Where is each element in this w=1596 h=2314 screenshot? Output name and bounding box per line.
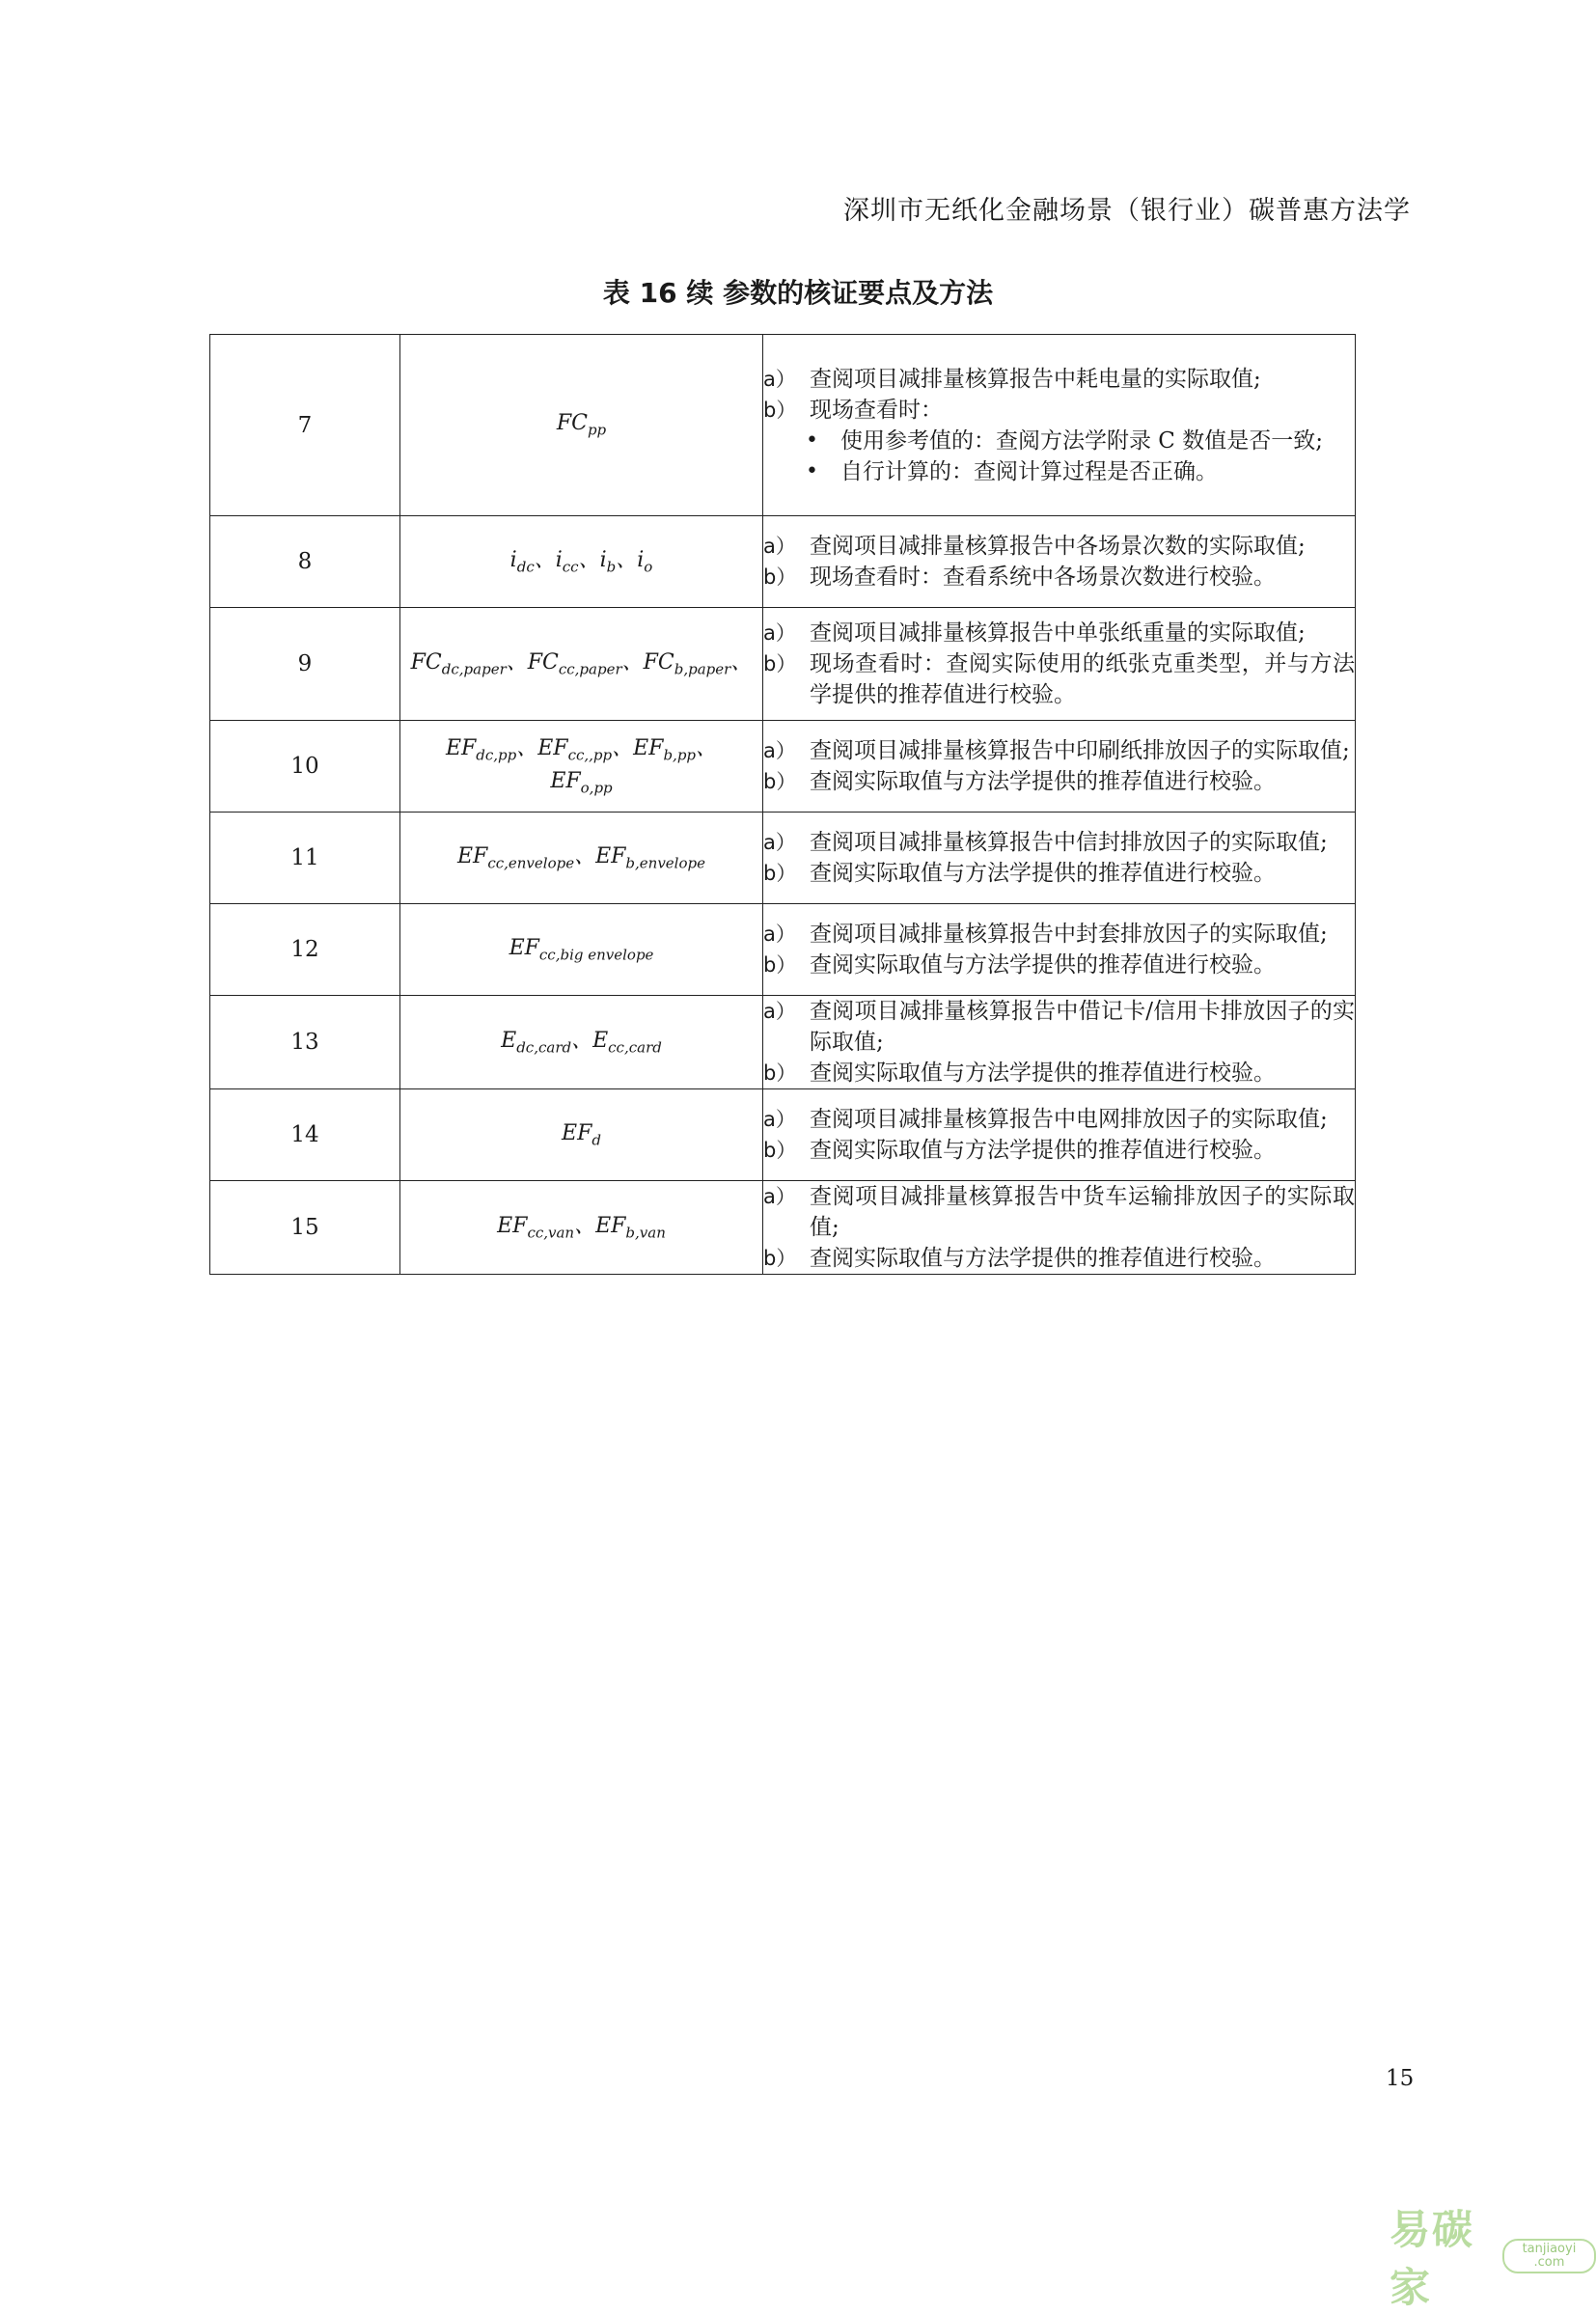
list-item: [763, 531, 1355, 562]
row-number: 11: [210, 813, 400, 904]
list-marker: b）: [763, 862, 797, 885]
list-text: 查阅实际取值与方法学提供的推荐值进行校验。: [810, 769, 1276, 794]
row-number: 9: [210, 608, 400, 721]
list-item: [763, 766, 1355, 797]
row-number: 15: [210, 1181, 400, 1275]
list-text: 查阅实际取值与方法学提供的推荐值进行校验。: [810, 1138, 1276, 1163]
row-number: 12: [210, 904, 400, 996]
list-marker: a）: [763, 831, 796, 854]
table-row: [210, 608, 1356, 721]
list-item: [763, 364, 1355, 395]
parameter-symbol: $E_{dc,card}$、$E_{cc,card}$: [400, 996, 763, 1089]
verification-method: [763, 904, 1356, 996]
verification-method: [763, 608, 1356, 721]
list-marker: b）: [763, 398, 797, 422]
verification-method: [763, 721, 1356, 813]
list-item: [763, 562, 1355, 592]
watermark-text: 易碳家: [1390, 2206, 1475, 2311]
list-text: 现场查看时：查看系统中各场景次数进行校验。: [810, 565, 1276, 590]
page-number: 15: [1386, 2066, 1415, 2091]
list-text: 现场查看时：: [810, 397, 943, 423]
row-number: 14: [210, 1089, 400, 1181]
list-text: 查阅实际取值与方法学提供的推荐值进行校验。: [810, 1061, 1276, 1086]
table-row: [210, 996, 1356, 1089]
row-number: 8: [210, 516, 400, 608]
table-row: [210, 1181, 1356, 1275]
bullet-icon: •: [806, 427, 818, 453]
row-number: 10: [210, 721, 400, 813]
list-text: 现场查看时：查阅实际使用的纸张克重类型，并与方法学提供的推荐值进行校验。: [810, 651, 1355, 707]
list-marker: b）: [763, 1139, 797, 1162]
watermark-logo: [1390, 2198, 1596, 2314]
list-text: 查阅项目减排量核算报告中单张纸重量的实际取值;: [810, 620, 1306, 646]
list-marker: a）: [763, 535, 796, 558]
verification-method: [763, 996, 1356, 1089]
verification-method: [763, 1181, 1356, 1275]
parameter-verification-table: [209, 334, 1356, 1275]
list-text: 查阅项目减排量核算报告中借记卡/信用卡排放因子的实际取值;: [810, 999, 1355, 1055]
list-marker: b）: [763, 953, 797, 977]
table-row: [210, 516, 1356, 608]
list-item: [763, 395, 1355, 426]
parameter-symbol: $EF_d$: [400, 1089, 763, 1181]
list-item: [763, 1181, 1355, 1243]
verification-method: [763, 813, 1356, 904]
list-item: [763, 996, 1355, 1058]
list-marker: a）: [763, 1000, 796, 1023]
list-marker: a）: [763, 1185, 796, 1208]
list-item: [763, 858, 1355, 889]
list-marker: a）: [763, 1108, 796, 1131]
parameter-symbol: $FC_{dc,paper}$、$FC_{cc,paper}$、$FC_{b,paper}$、: [400, 608, 763, 721]
list-text: 查阅项目减排量核算报告中各场景次数的实际取值;: [810, 534, 1306, 559]
bullet-item: [763, 426, 1355, 456]
table-title: 表 16 续 参数的核证要点及方法: [602, 277, 994, 309]
parameter-symbol: $i_{dc}$、$i_{cc}$、$i_b$、$i_o$: [400, 516, 763, 608]
parameter-symbol: $EF_{cc,big envelope}$: [400, 904, 763, 996]
list-marker: a）: [763, 367, 796, 391]
list-marker: b）: [763, 565, 797, 589]
list-text: 查阅项目减排量核算报告中耗电量的实际取值;: [810, 366, 1261, 392]
bullet-text: 使用参考值的：查阅方法学附录 C 数值是否一致;: [840, 427, 1323, 454]
list-marker: b）: [763, 1061, 797, 1085]
list-item: [763, 1104, 1355, 1135]
list-item: [763, 950, 1355, 980]
list-item: [763, 735, 1355, 766]
list-text: 查阅项目减排量核算报告中印刷纸排放因子的实际取值;: [810, 738, 1350, 763]
running-header: 深圳市无纸化金融场景（银行业）碳普惠方法学: [843, 196, 1411, 226]
list-item: [763, 919, 1355, 950]
row-number: 13: [210, 996, 400, 1089]
list-item: [763, 1243, 1355, 1274]
parameter-symbol: $EF_{dc,pp}$、$EF_{cc,,pp}$、$EF_{b,pp}$、 $EF_{o,pp}$: [400, 721, 763, 813]
list-marker: b）: [763, 652, 797, 675]
row-number: 7: [210, 335, 400, 516]
bullet-item: [763, 456, 1355, 487]
table-row: [210, 904, 1356, 996]
list-marker: a）: [763, 621, 796, 645]
bullet-icon: •: [806, 458, 818, 483]
list-text: 查阅项目减排量核算报告中电网排放因子的实际取值;: [810, 1107, 1328, 1132]
table-row: [210, 813, 1356, 904]
list-item: [763, 618, 1355, 648]
parameter-symbol: $EF_{cc,envelope}$、$EF_{b,envelope}$: [400, 813, 763, 904]
verification-method: [763, 516, 1356, 608]
list-marker: b）: [763, 770, 797, 793]
list-item: [763, 648, 1355, 710]
table-row: [210, 1089, 1356, 1181]
list-text: 查阅实际取值与方法学提供的推荐值进行校验。: [810, 952, 1276, 978]
parameter-symbol: $FC_{pp}$: [400, 335, 763, 516]
watermark-badge: tanjiaoyi .com: [1502, 2239, 1596, 2274]
verification-method: [763, 1089, 1356, 1181]
verification-method: [763, 335, 1356, 516]
list-text: 查阅项目减排量核算报告中信封排放因子的实际取值;: [810, 830, 1328, 855]
list-item: [763, 827, 1355, 858]
list-text: 查阅实际取值与方法学提供的推荐值进行校验。: [810, 861, 1276, 886]
parameter-symbol: $EF_{cc,van}$、$EF_{b,van}$: [400, 1181, 763, 1275]
bullet-text: 自行计算的：查阅计算过程是否正确。: [840, 458, 1218, 484]
list-text: 查阅实际取值与方法学提供的推荐值进行校验。: [810, 1246, 1276, 1271]
list-item: [763, 1135, 1355, 1166]
list-marker: a）: [763, 923, 796, 946]
table-row: [210, 721, 1356, 813]
list-item: [763, 1058, 1355, 1088]
list-marker: a）: [763, 739, 796, 762]
list-text: 查阅项目减排量核算报告中货车运输排放因子的实际取值;: [810, 1184, 1355, 1240]
table-row: [210, 335, 1356, 516]
list-marker: b）: [763, 1247, 797, 1270]
list-text: 查阅项目减排量核算报告中封套排放因子的实际取值;: [810, 922, 1328, 947]
